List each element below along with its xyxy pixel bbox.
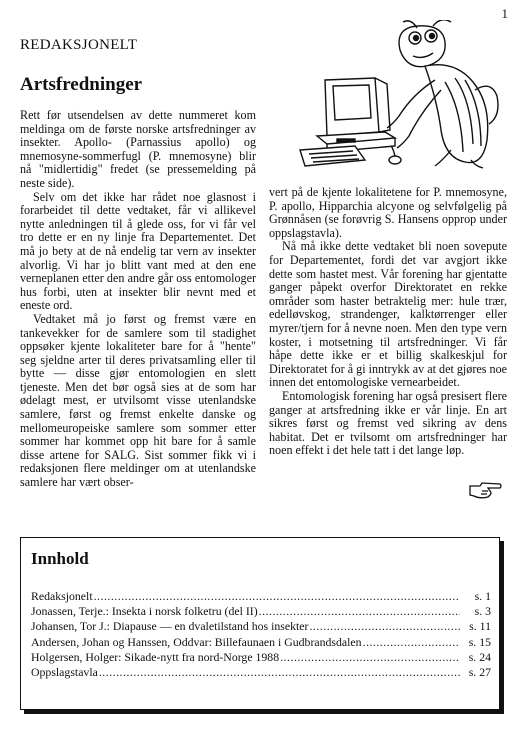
leader-dots	[363, 635, 460, 650]
paragraph: Rett før utsendelsen av dette nummeret kom meldinga om de første norske artsfredninger av insekter. Apollo- (Parnassius apollo) og mnemosyne-sommerfugl (P. mnemosyne) blir nå "midlertidig" fredet (se pressemelding på neste side).	[20, 108, 256, 190]
section-heading: REDAKSJONELT	[20, 37, 138, 53]
table-of-contents	[20, 537, 500, 710]
toc-entry-page: s. 11	[469, 619, 491, 634]
toc-entry[interactable]	[31, 589, 491, 604]
toc-entry-text: Jonassen, Terje.: Insekta i norsk folketru (del II)	[31, 604, 258, 619]
paragraph: Vedtaket må jo først og fremst være en tankevekker for de samlere som til stadighet oppsøker kjente lokaliteter bare for å "hente" seg sjeldne arter til deres privatsamling eller til bytte — disse gjør entomologien en slett tjeneste. Men det bør også sies at de som har ødelagt mest, er utvilsomt visse utenlandske samlere, først og fremst enkelte danske og mellomeuropeiske samlere som sommer etter sommer har kommet opp hit bare for å samle disse artene for SALG. Sist sommer fikk vi i redaksjonen flere meldinger om at utenlandske samlere har vært obser-	[20, 311, 256, 490]
paragraph: vert på de kjente lokalitetene for P. mnemosyne, P. apollo, Hipparchia alcyone og selvfølgelig på Grønnåsen (se forøvrig S. Hansens opprop under oppslagstavla).	[269, 185, 507, 240]
toc-entry[interactable]	[31, 619, 491, 634]
leader-dots	[99, 665, 460, 680]
toc-entry-text: Redaksjonelt	[31, 589, 93, 603]
article-column-right	[269, 186, 507, 458]
page-number: 1	[501, 6, 508, 21]
toc-entry[interactable]	[31, 665, 491, 680]
toc-entry[interactable]	[31, 604, 491, 619]
article-title: Artsfredninger	[20, 74, 143, 95]
toc-list	[31, 589, 491, 680]
paragraph: Selv om det ikke har rådet noe glasnost i forarbeidet til dette vedtaket, får vi allikevel nytte anledningen til å glede oss, for vi får vel tro dette er en ny linje fra Departementet. Det må jo bety at de nå endelig tar vern av insekter alvorlig. Vi har jo blitt vant med at den ene verneplanen etter den andre går oss entomologer hus forbi, uten at insekter blir nevnt med et eneste ord.	[20, 189, 256, 313]
toc-entry-page: s. 15	[468, 634, 491, 649]
toc-entry-page: s. 1	[474, 589, 491, 603]
article-column-left	[20, 109, 256, 490]
toc-entry-text: Holgersen, Holger: Sikade-nytt fra nord-Norge 1988	[31, 649, 280, 664]
toc-entry-page: s. 3	[474, 604, 491, 619]
toc-entry-text: Oppslagstavla	[31, 664, 98, 679]
insect-computer-illustration	[295, 20, 505, 170]
leader-dots	[309, 619, 460, 634]
toc-entry-text: Johansen, Tor J.: Diapause — en dvaletilstand hos insekter	[31, 619, 309, 634]
toc-entry-page: s. 24	[468, 649, 491, 664]
toc-title: Innhold	[31, 549, 89, 568]
leader-dots	[259, 604, 460, 619]
toc-entry-page: s. 27	[468, 664, 491, 679]
paragraph: Entomologisk forening har også presisert flere ganger at artsfredning ikke er vår linje. En art sikres først og fremst ved sikring av dens habitat. Det er tvilsomt om artsfredninger har noen effekt i det hele tatt i det lange løp.	[269, 388, 507, 458]
paragraph: Nå må ikke dette vedtaket bli noen sovepute for Departementet, fordi det var avgjort ikke dette som hastet mest. Vår forening har gjentatte ganger påpekt overfor Direktoratet en rekke områder som haster betraktelig mer: hule trær, edelløvskog, strandenger, kalktørrenger eller myrer/tjern for å nevne noen. Men den type vern koster, i motsetning til artsfredninger. Vi får håpe dette ikke er et billig skalkeskjul for Direktoratet for å gi inntrykk av at det gjøres noe innen det entomologiske vernearbeidet.	[269, 239, 507, 390]
toc-entry-text: Andersen, Johan og Hanssen, Oddvar: Billefaunaen i Gudbrandsdalen	[31, 634, 362, 649]
toc-entry[interactable]	[31, 635, 491, 650]
toc-entry[interactable]	[31, 650, 491, 665]
leader-dots	[94, 589, 460, 604]
leader-dots	[280, 650, 460, 665]
pointing-hand-icon	[468, 480, 502, 500]
